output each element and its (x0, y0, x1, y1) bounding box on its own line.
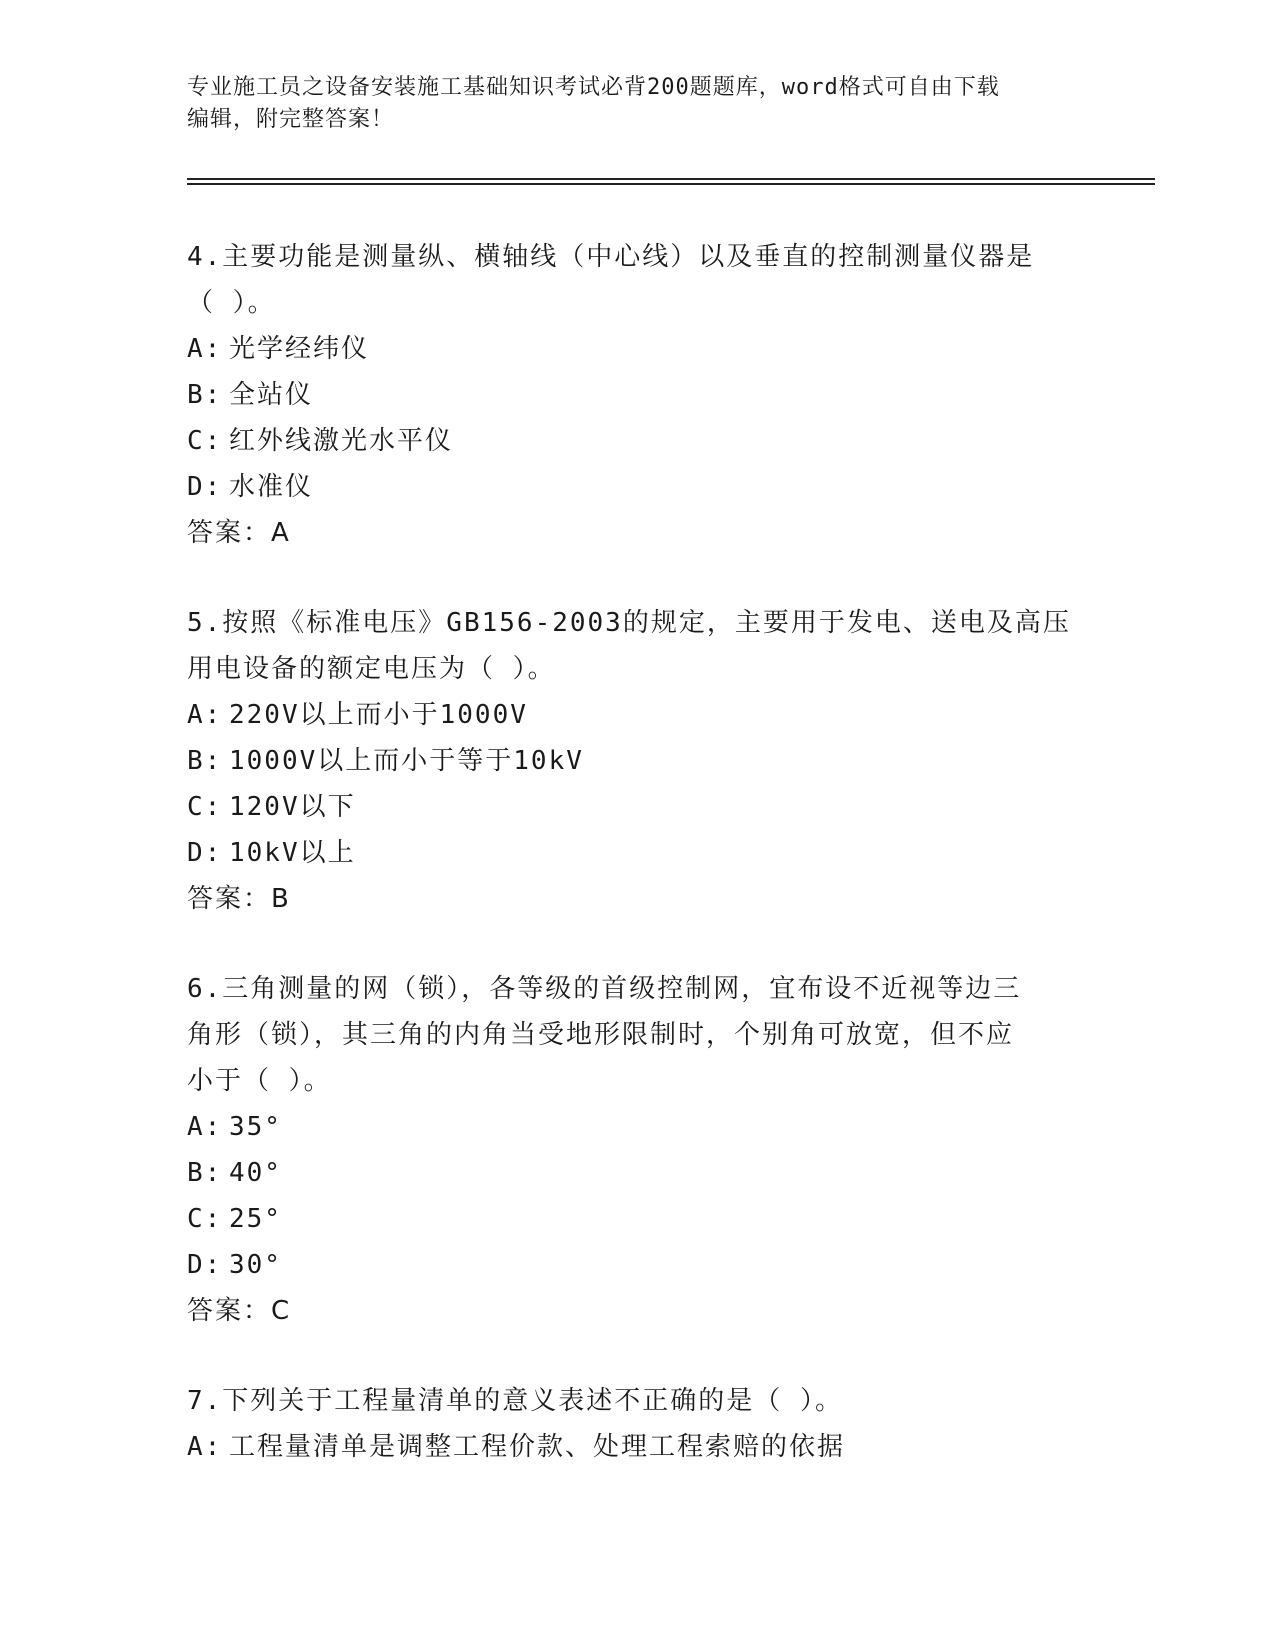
question-stem-line: 用电设备的额定电压为（ ）。 (187, 654, 556, 684)
option-c (187, 1196, 1087, 1242)
option-text: 全站仪 (229, 380, 314, 410)
option-d (187, 464, 1087, 510)
option-text: 水准仪 (229, 472, 314, 502)
question-7 (187, 1378, 1087, 1470)
option-text: 120V以下 (229, 792, 356, 822)
option-text: 25° (229, 1204, 282, 1234)
option-d (187, 830, 1087, 876)
question-4 (187, 234, 1087, 556)
header-divider-bottom (187, 183, 1155, 185)
option-b (187, 738, 1087, 784)
option-letter: A: (187, 700, 223, 730)
option-text: 220V以上而小于1000V (229, 700, 528, 730)
option-letter: A: (187, 1112, 223, 1142)
option-letter: B: (187, 746, 223, 776)
question-stem-line: 角形（锁），其三角的内角当受地形限制时，个别角可放宽，但不应 (187, 1020, 1015, 1050)
option-d (187, 1242, 1087, 1288)
option-text: 35° (229, 1112, 282, 1142)
option-c (187, 784, 1087, 830)
option-letter: A: (187, 334, 223, 364)
header-line-2: 编辑，附完整答案！ (187, 107, 395, 132)
option-text: 10kV以上 (229, 838, 356, 868)
option-a (187, 326, 1087, 372)
option-letter: D: (187, 1250, 223, 1280)
option-letter: B: (187, 1158, 223, 1188)
option-text: 30° (229, 1250, 282, 1280)
answer-line: 答案：A (187, 518, 291, 548)
option-letter: C: (187, 792, 223, 822)
question-6 (187, 966, 1087, 1334)
option-a (187, 1424, 1087, 1470)
answer-line: 答案：C (187, 1296, 292, 1326)
question-5 (187, 600, 1087, 922)
option-text: 1000V以上而小于等于10kV (229, 746, 584, 776)
option-letter: C: (187, 1204, 223, 1234)
option-a (187, 1104, 1087, 1150)
option-letter: C: (187, 426, 223, 456)
answer-line: 答案：B (187, 884, 291, 914)
option-text: 40° (229, 1158, 282, 1188)
question-stem-line: （ ）。 (187, 288, 276, 318)
option-c (187, 418, 1087, 464)
option-text: 红外线激光水平仪 (229, 426, 454, 456)
header-divider-top (187, 178, 1155, 180)
option-letter: D: (187, 838, 223, 868)
option-b (187, 1150, 1087, 1196)
option-text: 光学经纬仪 (229, 334, 370, 364)
document-header (187, 72, 1067, 136)
header-line-1: 专业施工员之设备安装施工基础知识考试必背200题题库，word格式可自由下载 (187, 75, 1000, 100)
question-stem-line: 小于（ ）。 (187, 1066, 332, 1096)
option-letter: B: (187, 380, 223, 410)
option-a (187, 692, 1087, 738)
option-letter: A: (187, 1432, 223, 1462)
question-stem-line: 7.下列关于工程量清单的意义表述不正确的是（ ）。 (187, 1386, 843, 1416)
question-stem-line: 4.主要功能是测量纵、横轴线（中心线）以及垂直的控制测量仪器是 (187, 242, 1035, 272)
option-text: 工程量清单是调整工程价款、处理工程索赔的依据 (229, 1432, 846, 1462)
question-stem-line: 6.三角测量的网（锁），各等级的首级控制网，宜布设不近视等边三 (187, 974, 1022, 1004)
question-stem-line: 5.按照《标准电压》GB156-2003的规定，主要用于发电、送电及高压 (187, 608, 1071, 638)
option-letter: D: (187, 472, 223, 502)
option-b (187, 372, 1087, 418)
